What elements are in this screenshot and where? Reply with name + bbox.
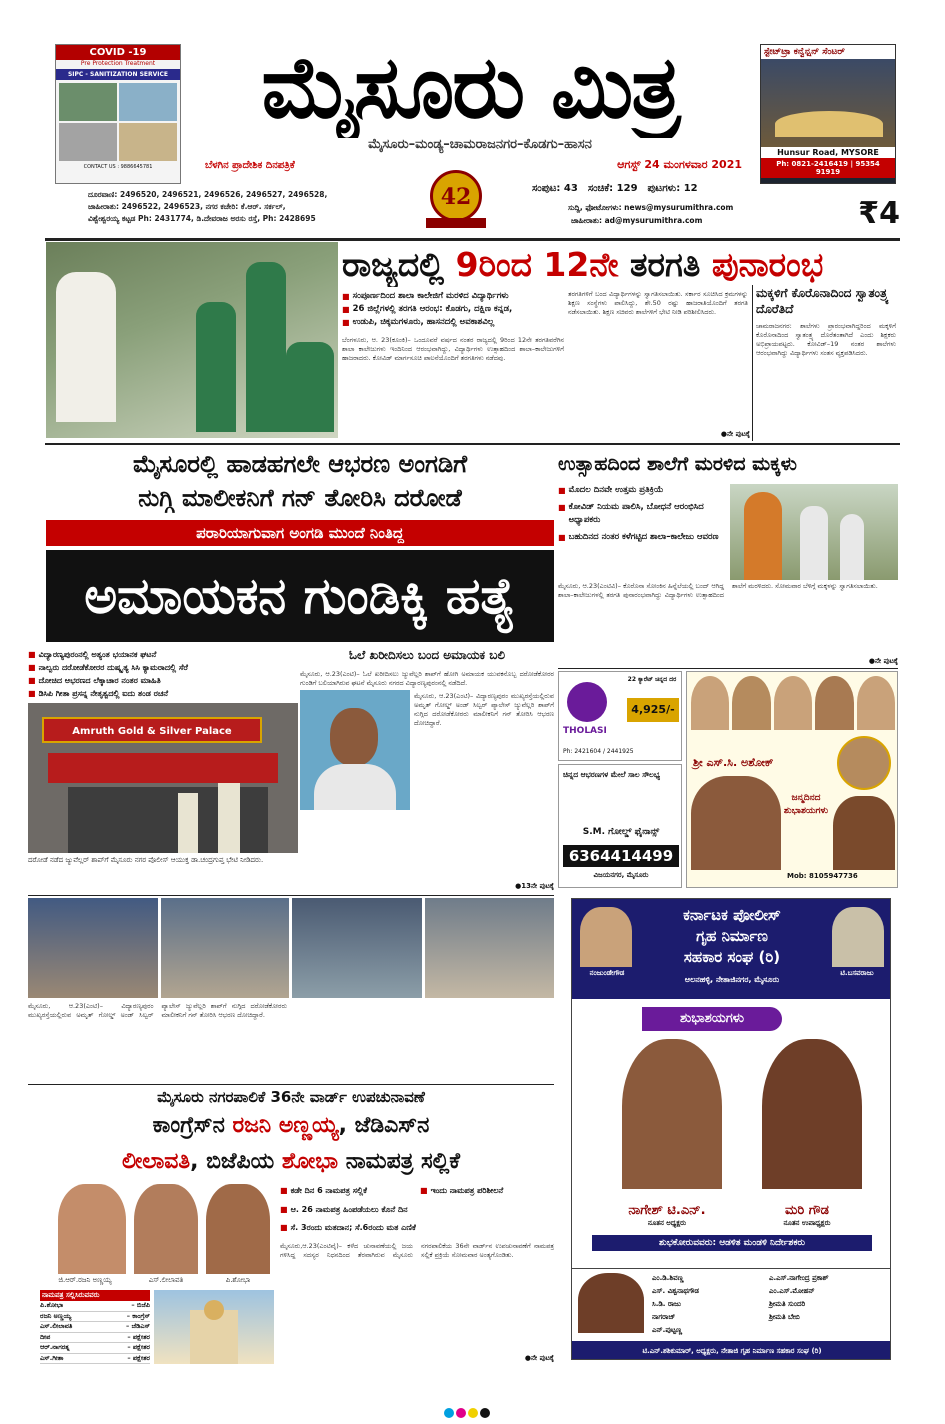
gold-loan-phone[interactable]: 6364414499 xyxy=(563,845,679,867)
robbery-headline-2: ನುಗ್ಗಿ ಮಾಲೀಕನಿಗೆ ಗನ್ ತೋರಿಸಿ ದರೋಡೆ xyxy=(138,484,462,512)
election-leelavathi: ಲೀಲಾವತಿ xyxy=(121,1149,191,1174)
robbery-bullets xyxy=(28,648,298,702)
masthead-date: ಆಗಸ್ಟ್ 24 ಮಂಗಳವಾರ 2021 xyxy=(617,158,742,171)
masthead-title: ಮೈಸೂರು ಮಿತ್ರ xyxy=(261,38,679,138)
schools-bullet-1: ■ ಮೊದಲ ದಿನವೇ ಉತ್ತಮ ಪ್ರತಿಕ್ರಿಯೆ xyxy=(558,484,728,497)
candidate-row xyxy=(40,1312,150,1323)
candidate-party: – ಕಾಂಗ್ರೆಸ್ xyxy=(126,1311,150,1320)
side-divider xyxy=(752,285,753,441)
police-ad-footer: ಟಿ.ಎನ್.ಶಶಿಕುಮಾರ್, ಅಧ್ಯಕ್ಷರು, ನೇತಾಜಿ ಗೃಹ ನಿರ್ಮಾಣ ಸಹಕಾರ ಸಂಘ (ರಿ) xyxy=(572,1341,891,1360)
candidate-photo-3 xyxy=(206,1184,270,1274)
election-rajani: ರಜನಿ ಅಣ್ಣಯ್ಯ xyxy=(232,1113,339,1138)
issue: ಸಂಚಿಕೆ: 129 xyxy=(587,183,638,194)
schools-body: ಮೈಸೂರು, ಆ.23(ಎಂಟಿವಿ)– ಕೊರೊನಾ ಸೋಂಕಿನ ಹಿನ್ನೆಲೆಯಲ್ಲಿ ಬಂದ್ ಆಗಿದ್ದ ಶಾಲಾ–ಕಾಲೇಜುಗಳಲ್ಲಿ ತರಗತಿ ಪುನಾರಂಭವಾಗಿದ್ದು ವಿದ್ಯಾರ್ಥಿಗಳು ಉತ್ಸಾಹದಿಂದ ಶಾಲೆಗೆ ಮರಳಿದರು. ಸೋಮವಾರ ಬೆಳಿಗ್ಗೆ ಮಕ್ಕಳನ್ನು ಸ್ವಾಗತಿಸಲಾಯಿತು. xyxy=(558,582,878,599)
election-bullet-3: ■ ಆ. 26 ನಾಮಪತ್ರ ಹಿಂಪಡೆಯಲು ಕೊನೆ ದಿನ xyxy=(280,1203,554,1222)
lead-body: ಬೆಂಗಳೂರು, ಆ. 23(ಕೂಂಕಿ)– ಒಂದೂವರೆ ವರ್ಷದ ನಂತರ ರಾಜ್ಯದಲ್ಲಿ 9ರಿಂದ 12ನೇ ತರಗತಿವರೆಗಿನ ಶಾಲಾ ಕಾಲೇಜುಗಳು ಇಂದಿನಿಂದ ಆರಂಭವಾಗಿದ್ದು, ವಿದ್ಯಾರ್ಥಿಗಳು ಉತ್ಸಾಹದಿಂದ ಶಾಲಾ–ಕಾಲೇಜುಗಳಿಗೆ ಹಾಜರಾದರು. ಕೋವಿಡ್ ಮಾರ್ಗಸೂಚಿ ಪಾಲನೆಯೊಂದಿಗೆ ತರಗತಿಗಳು ನಡೆದವು. xyxy=(342,336,564,362)
robbery-headline-1: ಮೈಸೂರಲ್ಲಿ ಹಾಡಹಗಲೇ ಆಭರಣ ಅಂಗಡಿಗೆ xyxy=(132,450,468,478)
shop-sign: Amruth Gold & Silver Palace xyxy=(42,717,262,743)
president-name: ನಾಗೇಶ್ ಟಿ.ಎನ್. xyxy=(628,1203,706,1218)
palace-photo xyxy=(154,1290,274,1364)
candidate-row xyxy=(40,1354,150,1365)
convention-name: ಸ್ಟೇಟ್‌ಟ್ರಾ ಕನ್ವೆನ್ಷನ್ ಸೆಂಟರ್ xyxy=(761,45,895,59)
election-headline-2 xyxy=(28,1144,554,1180)
birthday-phone: Mob: 8105947736 xyxy=(787,872,858,880)
masthead-tagline: ಬೆಳಗಿನ ಪ್ರಾದೇಶಿಕ ದಿನಪತ್ರಿಕೆ xyxy=(205,160,295,171)
director-portrait xyxy=(578,1273,644,1333)
birthday-ad-portraits xyxy=(691,676,895,730)
gold-loan-ad[interactable] xyxy=(558,764,682,888)
side-story-body: ಚಾಮರಾಜನಗರ: ಶಾಲೆಗಳು ಪ್ರಾರಂಭವಾಗಿದ್ದರಿಂದ ಮಕ್ಕಳಿಗೆ ಕೊರೊನಾದಿಂದ ಸ್ವಾತಂತ್ರ್ಯ ದೊರೆತಂತಾಗಿದೆ ಎಂದು ಶಿಕ್ಷಕರು ಅಭಿಪ್ರಾಯಪಟ್ಟರು. ಕೋವಿಡ್–19 ನಂತರ ಶಾಲೆಗಳು ಆರಂಭವಾಗಿದ್ದು ವಿದ್ಯಾರ್ಥಿಗಳು ಸಂತಸ ವ್ಯಕ್ತಪಡಿಸಿದರು. xyxy=(756,322,896,357)
director-7: ಎಂ.ಎಸ್.ಮೋಹನ್ xyxy=(769,1287,815,1295)
covid-ad-photo-4 xyxy=(119,123,177,161)
election-bullet-1: ■ ಕಡೇ ದಿನ 6 ನಾಮಪತ್ರ ಸಲ್ಲಿಕೆ xyxy=(280,1184,414,1203)
candidate-name: ಎಸ್.ಗೀತಾ xyxy=(40,1353,64,1362)
lead-headline-pre: ರಾಜ್ಯದಲ್ಲಿ xyxy=(342,245,445,284)
wishes-banner: ಶುಭಾಶಯಗಳು xyxy=(642,1007,782,1031)
lead-bullets xyxy=(342,290,564,334)
price: ₹4 xyxy=(858,196,900,231)
robbery-continued: ●13ನೇ ಪುಟಕ್ಕೆ xyxy=(515,882,554,890)
masthead-subtitle: ಮೈಸೂರು–ಮಂಡ್ಯ–ಚಾಮರಾಜನಗರ–ಕೊಡಗು–ಹಾಸನ xyxy=(368,137,592,152)
candidates-table-rows xyxy=(40,1301,150,1364)
tholasi-price: 4,925/- xyxy=(627,698,679,722)
candidate-name: ಆರ್.ನಾಗರತ್ನ xyxy=(40,1343,70,1351)
election-nomination: ನಾಮಪತ್ರ ಸಲ್ಲಿಕೆ xyxy=(345,1149,461,1174)
birthday-wish: ಜನ್ಮದಿನದ ಶುಭಾಶಯಗಳು xyxy=(783,793,829,816)
police-title-2: ಗೃಹ ನಿರ್ಮಾಣ xyxy=(696,927,768,945)
lead-body-col2: ತರಗತಿಗಳಿಗೆ ಬಂದ ವಿದ್ಯಾರ್ಥಿಗಳನ್ನು ಸ್ವಾಗತಿಸಲಾಯಿತು. ಸರ್ಕಾರ ಸೂಚಿಸಿದ ಕ್ರಮಗಳನ್ನು ಶಿಕ್ಷಣ ಸಂಸ್ಥೆಗಳು ಪಾಲಿಸಿದ್ದು, ಶೇ.50 ರಷ್ಟು ಹಾಜರಾತಿಯೊಂದಿಗೆ ತರಗತಿ ನಡೆಸಲಾಯಿತು. ಶಿಕ್ಷಣ ಸಚಿವರು ಶಾಲೆಗಳಿಗೆ ಭೇಟಿ ನೀಡಿ ಪರಿಶೀಲಿಸಿದರು. xyxy=(568,290,748,316)
candidate-party: – ಜೆಡಿಎಸ್ xyxy=(126,1322,150,1330)
ad-email[interactable]: ಜಾಹೀರಾತು: ad@mysurumithra.com xyxy=(571,216,703,225)
robbery-bullet-1: ■ ವಿದ್ಯಾರಣ್ಯಪುರಂನಲ್ಲಿ ಅತ್ಯಂತ ಭಯಾನಕ ಘಟನೆ xyxy=(28,648,298,661)
birthday-name: ಶ್ರೀ ಎಸ್.ಸಿ. ಅಶೋಕ್ xyxy=(693,756,774,769)
election-bjp: , ಬಿಜೆಪಿಯ xyxy=(190,1149,275,1174)
convention-centre-ad[interactable] xyxy=(760,44,896,184)
phones-line-1: ದೂರವಾಣಿ: 2496520, 2496521, 2496526, 2496527, 2496528, xyxy=(88,190,328,199)
right-name: ಟಿ.ಬಸವರಾಜು xyxy=(840,969,874,977)
candidate-party: – ಬಿಜೆಪಿ xyxy=(131,1301,150,1309)
registration-mark-black xyxy=(480,1408,490,1418)
birthday-ad[interactable] xyxy=(686,671,898,888)
director-2: ಎಸ್. ವಿಶ್ವನಾಥಗೌಡ xyxy=(652,1287,699,1295)
schools-bullets xyxy=(558,484,728,572)
director-4: ನಾಗರಾಜ್ xyxy=(652,1313,676,1321)
birthday-photo-main xyxy=(691,776,781,870)
convention-address: Hunsur Road, MYSORE xyxy=(761,147,895,158)
volume: ಸಂಪುಟ: 43 xyxy=(532,183,578,194)
lead-bullet-2: ■ 26 ಜಿಲ್ಲೆಗಳಲ್ಲಿ ತರಗತಿ ಆರಂಭ: ಕೊಡಗು, ದಕ್ಷಿಣ ಕನ್ನಡ, xyxy=(342,303,564,316)
birthday-photo-small xyxy=(837,736,891,790)
director-8: ಶ್ರೀಮತಿ ಸುಂದರಿ xyxy=(769,1300,806,1308)
robbery-body: ಮೈಸೂರು, ಆ.23(ಎಂಟಿ)– ಓಲೆ ಖರೀದಿಸಲು ಜ್ಯುವೆಲ್ಲರಿ ಶಾಪ್‌ಗೆ ಹೋಗಿ ಅಮಾಯಕ ಯುವಕನೊಬ್ಬ ದರೋಡೆಕೋರರ ಗುಂಡಿಗೆ ಬಲಿಯಾಗಿರುವ ಘಟನೆ ಮೈಸೂರು ನಗರದ ವಿದ್ಯಾರಣ್ಯಪುರಂನಲ್ಲಿ ನಡೆದಿದೆ. xyxy=(300,670,554,687)
vp-role: ನೂತನ ಉಪಾಧ್ಯಕ್ಷರು xyxy=(783,1219,831,1227)
victim-headline: ಓಲೆ ಖರೀದಿಸಲು ಬಂದ ಅಮಾಯಕ ಬಲಿ xyxy=(348,648,506,662)
schools-continued: ●ನೇ ಪುಟಕ್ಕೆ xyxy=(868,657,898,665)
lead-bullet-3: ■ ಉಡುಪಿ, ಚಿಕ್ಕಮಗಳೂರು, ಹಾಸನದಲ್ಲಿ ಅವಕಾಶವಿಲ್ಲ xyxy=(342,316,564,329)
pages: ಪುಟಗಳು: 12 xyxy=(647,183,698,194)
candidates-table-title: ನಾಮಪತ್ರ ಸಲ್ಲಿಸಿರುವವರು xyxy=(40,1290,150,1301)
anniversary-emblem xyxy=(422,166,490,230)
election-continued: ●ನೇ ಪುಟಕ್ಕೆ xyxy=(524,1354,554,1362)
registration-mark-yellow xyxy=(468,1408,478,1418)
covid-ad-photo-2 xyxy=(119,83,177,121)
schools-rule xyxy=(558,668,898,669)
cctv-rule xyxy=(28,895,554,896)
police-title-1: ಕರ್ನಾಟಕ ಪೋಲೀಸ್ xyxy=(683,906,781,924)
lead-rule xyxy=(45,443,900,445)
shop-photo-caption: ದರೋಡೆ ನಡೆದ ಜ್ಯುವೆಲ್ಲರ್ ಶಾಪ್‌ಗೆ ಮೈಸೂರು ನಗರ ಪೊಲೀಸ್ ಆಯುಕ್ತ ಡಾ.ಚಂದ್ರಗುಪ್ತ ಭೇಟಿ ನೀಡಿದರು. xyxy=(28,856,264,864)
tholasi-carat: 22 ಕ್ಯಾರೆಟ್ ಚಿನ್ನದ ದರ xyxy=(627,676,677,683)
police-title-3: ಸಹಕಾರ ಸಂಘ (ರಿ) xyxy=(683,948,781,966)
cctv-still-3 xyxy=(292,898,422,998)
registration-mark-magenta xyxy=(456,1408,466,1418)
candidate-row xyxy=(40,1301,150,1312)
candidate-name: ಪಿ.ಶೋಭಾ xyxy=(40,1301,64,1309)
vp-photo xyxy=(762,1039,862,1189)
cctv-caption: ಮೈಸೂರು, ಆ.23(ಎಂಟಿ)– ವಿದ್ಯಾರಣ್ಯಪುರಂ ಮುಖ್ಯರಸ್ತೆಯಲ್ಲಿರುವ ಅಮೃತ್ ಗೋಲ್ಡ್ ಅಂಡ್ ಸಿಲ್ವರ್ ಪ್ಯಾಲೇಸ್ ಜ್ಯುವೆಲ್ಲರಿ ಶಾಪ್‌ಗೆ ನುಗ್ಗಿದ ದರೋಡೆಕೋರರು ಮಾಲೀಕನಿಗೆ ಗನ್ ತೋರಿಸಿ ಆಭರಣ ದೋಚಿದ್ದಾರೆ. xyxy=(28,1002,287,1019)
police-housing-ad[interactable] xyxy=(571,898,891,1270)
election-body: ಮೈಸೂರು,ಆ.23(ಎಂಟಿವೈ)– ಕಳೆದ ಚುನಾವಣೆಯಲ್ಲಿ ಜಯ ಗಳಿಸಿದ್ದ ಸದಸ್ಯರ ನಿಧನದಿಂದ ತೆರವಾಗಿರುವ ಮೈಸೂರು ನಗರಪಾಲಿಕೆಯ 36ನೇ ವಾರ್ಡ್‌ನ ಉಪಚುನಾವಣೆಗೆ ನಾಮಪತ್ರ ಸಲ್ಲಿಕೆ ಪ್ರಕ್ರಿಯೆ ಸೋಮವಾರ ಅಂತ್ಯಗೊಂಡಿತು. xyxy=(280,1242,554,1259)
candidates-table xyxy=(40,1290,150,1364)
covid-ad-title: COVID -19 xyxy=(56,45,180,60)
candidate-row xyxy=(40,1333,150,1344)
robbery-bullet-4: ■ ಡಿಸಿಪಿ ಗೀತಾ ಪ್ರಸನ್ನ ನೇತೃತ್ವದಲ್ಲಿ ಐದು ತಂಡ ರಚನೆ xyxy=(28,687,298,700)
election-bullet-2: ■ ಇಂದು ನಾಮಪತ್ರ ಪರಿಶೀಲನೆ xyxy=(420,1184,554,1203)
convention-phone: Ph: 0821-2416419 | 95354 91919 xyxy=(761,158,895,178)
election-jds: , ಜೆಡಿಎಸ್‌ನ xyxy=(338,1113,430,1138)
schools-headline: ಉತ್ಸಾಹದಿಂದ ಶಾಲೆಗೆ ಮರಳಿದ ಮಕ್ಕಳು xyxy=(558,453,797,475)
election-bullet-4: ■ ಸೆ. 3ರಂದು ಮತದಾನ; ಸೆ.6ರಂದು ಮತ ಎಣಿಕೆ xyxy=(280,1221,554,1240)
gold-loan-text: ಚಿನ್ನದ ಆಭರಣಗಳ ಮೇಲೆ ಸಾಲ ಸೌಲಭ್ಯ xyxy=(563,770,661,779)
election-rule xyxy=(28,1084,554,1085)
candidate-party: – ಪಕ್ಷೇತರ xyxy=(127,1343,150,1351)
candidate-party: – ಪಕ್ಷೇತರ xyxy=(127,1332,150,1341)
vp-name: ಮರಿ ಗೌಡ xyxy=(785,1203,829,1218)
schools-bullet-2: ■ ಕೋವಿಡ್ ನಿಯಮ ಪಾಲಿಸಿ, ಬೋಧನೆ ಆರಂಭಿಸಿದ ಅಧ್ಯಾಪಕರು xyxy=(558,501,728,527)
president-photo xyxy=(622,1039,722,1189)
right-portrait xyxy=(832,907,884,967)
side-story-headline: ಮಕ್ಕಳಿಗೆ ಕೊರೊನಾದಿಂದ ಸ್ವಾತಂತ್ರ್ಯ ದೊರೆತಿದೆ xyxy=(756,286,889,316)
lead-headline-red: 9ರಿಂದ 12ನೇ xyxy=(455,245,619,284)
birthday-photo-right xyxy=(833,796,895,870)
candidate-party: – ಪಕ್ಷೇತರ xyxy=(127,1353,150,1362)
robbery-main-headline: ಅಮಾಯಕನ ಗುಂಡಿಕ್ಕಿ ಹತ್ಯೆ xyxy=(46,550,554,642)
gold-loan-company: S.M. ಗೋಲ್ಡ್ ಫೈನಾನ್ಸ್ xyxy=(582,827,660,837)
masthead-phones xyxy=(88,189,418,229)
director-1: ಎಂ.ಡಿ.ಶಿವಣ್ಣ xyxy=(652,1274,684,1282)
covid-ad-line: Pre Protection Treatment xyxy=(80,60,156,67)
candidate-caption-1: ಜಿ.ಆರ್.ರಜನಿ ಅಣ್ಣಯ್ಯ xyxy=(58,1276,112,1284)
robbery-kicker: ಪರಾರಿಯಾಗುವಾಗ ಅಂಗಡಿ ಮುಂದೆ ನಿಂತಿದ್ದ xyxy=(46,520,554,546)
candidate-photo-1 xyxy=(58,1184,126,1274)
robbery-bullet-3: ■ ದೋಚಿದ ಆಭರಣದ ಲೆಕ್ಕಾಚಾರ ನಂತರ ಮಾಹಿತಿ xyxy=(28,674,298,687)
lead-headline-post: ತರಗತಿ xyxy=(630,245,701,284)
convention-photo xyxy=(761,59,895,147)
wishers-line: ಶುಭಕೋರುವವರು: ಆಡಳಿತ ಮಂಡಳಿ ನಿರ್ದೇಶಕರು xyxy=(592,1235,872,1251)
victim-photo xyxy=(300,690,410,810)
left-name: ನಂಜುಂಡೇಗೌಡ xyxy=(589,969,625,977)
candidate-caption-2: ಎಸ್.ಲೀಲಾವತಿ xyxy=(148,1276,184,1284)
covid-ad-service: SIPC - SANITIZATION SERVICE xyxy=(56,69,180,80)
gold-loan-location: ವಿಜಯನಗರ, ಮೈಸೂರು xyxy=(593,871,649,879)
candidate-row xyxy=(40,1322,150,1333)
tholasi-ad[interactable] xyxy=(558,671,682,761)
lead-continued: ●ನೇ ಪುಟಕ್ಕೆ xyxy=(720,430,750,438)
lead-headline-red2: ಪುನಾರಂಭ xyxy=(711,245,824,284)
news-email[interactable]: ಸುದ್ದಿ, ಫೋಟೋಗಳು: news@mysurumithra.com xyxy=(568,203,734,212)
covid-ad[interactable] xyxy=(55,44,181,184)
election-shobha: ಶೋಭಾ xyxy=(281,1149,339,1174)
police-address: ಆಲನಹಳ್ಳಿ, ನೇತಾಜಿನಗರ, ಮೈಸೂರು xyxy=(684,975,780,984)
left-portrait xyxy=(580,907,632,967)
robbery-bullet-2: ■ ನಾಲ್ವರು ದರೋಡೆಕೋರರ ದುಷ್ಕೃತ್ಯ ಸಿಸಿ ಕ್ಯಾಮರಾದಲ್ಲಿ ಸೆರೆ xyxy=(28,661,298,674)
covid-ad-photo-1 xyxy=(59,83,117,121)
director-9: ಶ್ರೀಮತಿ ಬೇಬಿ xyxy=(769,1313,800,1321)
election-headline-1 xyxy=(28,1108,554,1144)
anniversary-number: 42 xyxy=(440,184,472,210)
election-congress: ಕಾಂಗ್ರೆಸ್‌ನ xyxy=(152,1113,225,1138)
tholasi-name: THOLASI xyxy=(563,726,607,736)
director-5: ಎನ್.ಪುಟ್ಟಣ್ಣ xyxy=(652,1326,683,1334)
covid-ad-photo-3 xyxy=(59,123,117,161)
candidate-name: ದೀಪ xyxy=(40,1332,51,1341)
lead-photo xyxy=(46,242,338,438)
robbery-body-2: ಮೈಸೂರು, ಆ.23(ಎಂಟಿ)– ವಿದ್ಯಾರಣ್ಯಪುರಂ ಮುಖ್ಯರಸ್ತೆಯಲ್ಲಿರುವ ಅಮೃತ್ ಗೋಲ್ಡ್ ಅಂಡ್ ಸಿಲ್ವರ್ ಪ್ಯಾಲೇಸ್ ಜ್ಯುವೆಲ್ಲರಿ ಶಾಪ್‌ಗೆ ನುಗ್ಗಿದ ದರೋಡೆಕೋರರು ಮಾಲೀಕನಿಗೆ ಗನ್ ತೋರಿಸಿ ಆಭರಣ ದೋಚಿದ್ದಾರೆ. xyxy=(414,692,554,727)
candidate-caption-3: ಪಿ.ಶೋಭಾ xyxy=(225,1276,251,1284)
cctv-still-1 xyxy=(28,898,158,998)
election-bullets xyxy=(280,1184,554,1240)
lead-bullet-1: ■ ಸಂಪೂರ್ಣದಿಂದ ಶಾಲಾ ಕಾಲೇಜಿಗೆ ಮರಳಿದ ವಿದ್ಯಾರ್ಥಿಗಳು xyxy=(342,290,564,303)
schools-bullet-3: ■ ಬಹುದಿನದ ನಂತರ ಕಳೆಗಟ್ಟಿದ ಶಾಲಾ–ಕಾಲೇಜು ಆವರಣ xyxy=(558,531,728,544)
directors-panel xyxy=(571,1268,891,1360)
tholasi-phone: Ph: 2421604 / 2441925 xyxy=(563,748,634,755)
election-kicker: ಮೈಸೂರು ನಗರಪಾಲಿಕೆ 36ನೇ ವಾರ್ಡ್ ಉಪಚುನಾವಣೆ xyxy=(157,1088,425,1106)
phones-line-3: ವಿಶ್ವೇಶ್ವರಯ್ಯ ಕಟ್ಟಡ Ph: 2431774, ಡಿ.ದೇವರಾಜ ಅರಸು ರಸ್ತೆ, Ph: 2428695 xyxy=(88,214,316,223)
phones-line-2: ಜಾಹೀರಾತು: 2496522, 2496523, ನಗರ ಕಚೇರಿ: ಕೆ.ಆರ್. ಸರ್ಕಲ್, xyxy=(88,202,286,211)
president-role: ನೂತನ ಅಧ್ಯಕ್ಷರು xyxy=(647,1219,687,1227)
candidate-name: ರಜನಿ ಅಣ್ಣಯ್ಯ xyxy=(40,1311,72,1320)
cctv-still-4 xyxy=(425,898,554,998)
masthead-rule xyxy=(45,238,900,241)
director-6: ಎ.ಎಸ್.ನಾಗೇಂದ್ರ ಪ್ರಕಾಶ್ xyxy=(769,1274,829,1282)
schools-photo xyxy=(730,484,898,580)
director-3: ಸಿ.ಡಿ. ರಾಜು xyxy=(652,1300,681,1308)
lead-headline xyxy=(342,243,897,287)
candidate-row xyxy=(40,1343,150,1354)
jewellery-shop-photo xyxy=(28,703,298,853)
candidate-name: ಎಸ್.ಲೀಲಾವತಿ xyxy=(40,1322,73,1330)
candidate-photo-2 xyxy=(134,1184,198,1274)
issue-info xyxy=(532,183,772,199)
covid-ad-contact: CONTACT US : 9886645781 xyxy=(83,164,153,170)
registration-mark-cyan xyxy=(444,1408,454,1418)
cctv-still-2 xyxy=(161,898,289,998)
